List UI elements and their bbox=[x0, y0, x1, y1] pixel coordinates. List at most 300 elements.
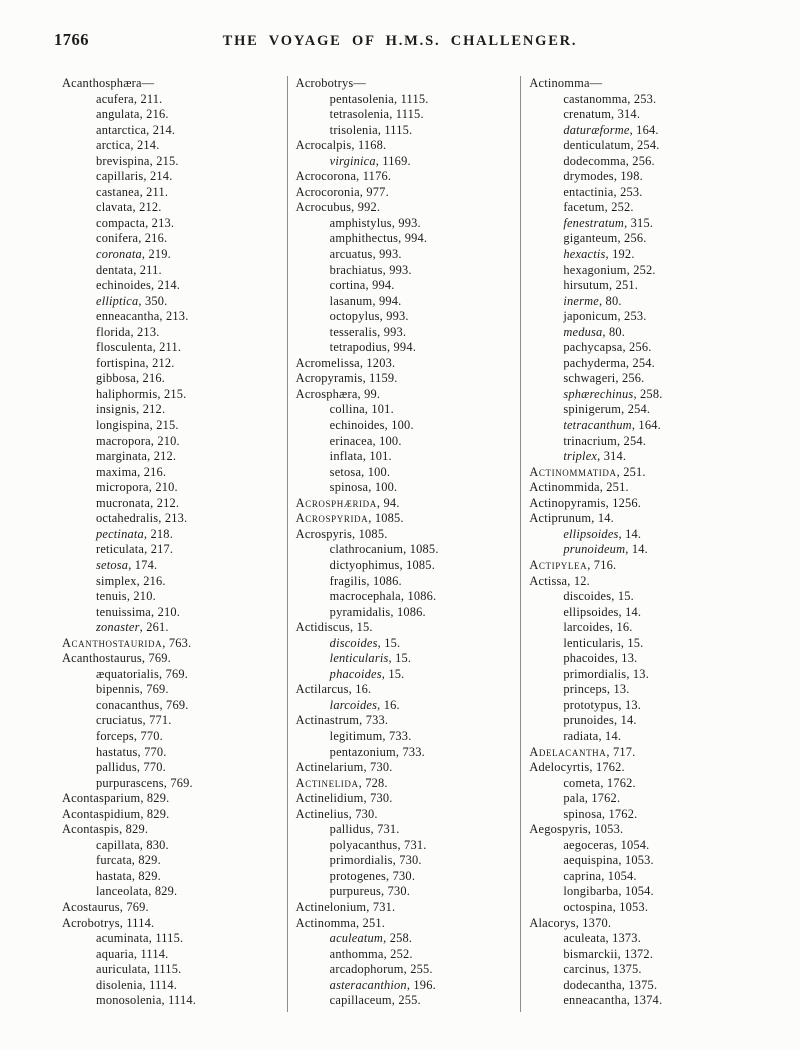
taxon-name: clathrocanium bbox=[329, 542, 404, 557]
taxon-name: prunoideum bbox=[563, 542, 626, 557]
taxon-name: virginica bbox=[329, 153, 376, 168]
index-entry bbox=[62, 978, 281, 994]
index-entry bbox=[529, 200, 748, 216]
taxon-name: fragilis bbox=[329, 573, 367, 588]
index-entry bbox=[62, 231, 281, 247]
page-ref: , 14. bbox=[614, 713, 637, 728]
taxon-name: brevispina bbox=[96, 153, 150, 168]
page-ref: , 100. bbox=[361, 464, 391, 479]
index-entry bbox=[62, 449, 281, 465]
taxon-name: Acontasparium bbox=[62, 791, 141, 806]
index-entry bbox=[529, 947, 748, 963]
index-entry bbox=[62, 667, 281, 683]
index-entry bbox=[296, 231, 515, 247]
page-ref: , 829. bbox=[148, 884, 178, 899]
taxon-name: dodecantha bbox=[563, 977, 622, 992]
page-number: 1766 bbox=[54, 30, 89, 49]
page-ref: , 254. bbox=[616, 433, 647, 448]
taxon-name: haliphormis bbox=[96, 386, 158, 401]
page-ref: , 212. bbox=[145, 355, 175, 370]
index-entry bbox=[62, 402, 281, 418]
taxon-name: tesseralis bbox=[329, 324, 378, 339]
taxon-name: hastatus bbox=[96, 744, 138, 759]
page-ref: , 769. bbox=[159, 697, 189, 712]
taxon-name: echinoides bbox=[96, 278, 151, 293]
index-entry bbox=[62, 558, 281, 574]
page-ref: , 15. bbox=[377, 635, 401, 650]
index-entry bbox=[62, 294, 281, 310]
page-ref: , 1375. bbox=[606, 962, 642, 977]
index-entry bbox=[296, 371, 515, 387]
index-entry bbox=[62, 247, 281, 263]
page-ref: , 15. bbox=[620, 635, 644, 650]
index-entry bbox=[529, 76, 748, 92]
index-entry bbox=[529, 92, 748, 108]
taxon-name: setosa bbox=[96, 557, 129, 572]
page-ref: , 763. bbox=[162, 635, 192, 650]
page-ref: , 216. bbox=[139, 107, 169, 122]
taxon-name: zonaster bbox=[96, 620, 140, 635]
page-ref: , 731. bbox=[366, 899, 396, 914]
page-ref: , 994. bbox=[372, 293, 402, 308]
page-ref: , 1176. bbox=[356, 169, 392, 184]
taxon-name: Actinopyramis bbox=[529, 495, 606, 510]
index-entry bbox=[296, 916, 515, 932]
index-entry bbox=[62, 325, 281, 341]
taxon-name: aquaria bbox=[96, 946, 134, 961]
index-entry bbox=[529, 776, 748, 792]
page-ref: , 1086. bbox=[390, 604, 426, 619]
index-entry bbox=[296, 309, 515, 325]
index-entry bbox=[529, 154, 748, 170]
index-entry bbox=[529, 185, 748, 201]
page-ref: , 314. bbox=[611, 107, 641, 122]
page-ref: , 15. bbox=[381, 666, 405, 681]
taxon-name: monosolenia bbox=[96, 993, 162, 1008]
index-entry bbox=[529, 278, 748, 294]
index-entry bbox=[296, 496, 515, 512]
page-ref: , 350. bbox=[138, 293, 168, 308]
index-entry bbox=[529, 387, 748, 403]
page-ref: , 255. bbox=[403, 962, 433, 977]
taxon-name: spinosa bbox=[329, 480, 369, 495]
page-ref: , 254. bbox=[621, 402, 651, 417]
taxon-name: radiata bbox=[563, 728, 599, 743]
taxon-name: protogenes bbox=[329, 868, 387, 883]
taxon-name: entactinia bbox=[563, 184, 614, 199]
taxon-name: Acrosphærida bbox=[295, 495, 377, 510]
taxon-name: pachyderma bbox=[563, 355, 626, 370]
index-entry bbox=[62, 138, 281, 154]
index-entry bbox=[529, 916, 748, 932]
index-entry bbox=[62, 185, 281, 201]
page-ref: , 15. bbox=[611, 589, 634, 604]
taxon-name: primordialis bbox=[563, 666, 627, 681]
taxon-name: legitimum bbox=[329, 728, 383, 743]
page-ref: , 258. bbox=[383, 931, 413, 946]
index-entry bbox=[296, 356, 515, 372]
index-entry bbox=[296, 449, 515, 465]
taxon-name: lenticularis bbox=[563, 635, 621, 650]
page-ref: , 253. bbox=[617, 309, 647, 324]
index-entry bbox=[62, 822, 281, 838]
taxon-name: bismarckii bbox=[563, 946, 618, 961]
taxon-name: Acrospyris bbox=[295, 526, 353, 541]
taxon-name: pallidus bbox=[96, 760, 137, 775]
index-entry bbox=[529, 449, 748, 465]
index-entry bbox=[296, 713, 515, 729]
index-entry bbox=[62, 791, 281, 807]
index-entry bbox=[529, 340, 748, 356]
taxon-name: conacanthus bbox=[96, 697, 160, 712]
index-entry bbox=[62, 496, 281, 512]
index-entry bbox=[529, 636, 748, 652]
page-ref: , 213. bbox=[130, 324, 160, 339]
index-entry bbox=[529, 325, 748, 341]
taxon-name: Actilarcus bbox=[295, 682, 349, 697]
taxon-name: hexagonium bbox=[563, 262, 627, 277]
index-entry bbox=[296, 418, 515, 434]
page-ref: , 1370. bbox=[575, 915, 612, 930]
index-entry bbox=[62, 589, 281, 605]
taxon-name: Actinastrum bbox=[295, 713, 360, 728]
index-entry bbox=[296, 636, 515, 652]
index-entry bbox=[529, 527, 748, 543]
page-ref: , 80. bbox=[598, 293, 622, 308]
page-ref: , 210. bbox=[150, 433, 180, 448]
index-entry bbox=[62, 605, 281, 621]
page-ref: , 16. bbox=[377, 697, 400, 712]
index-entry bbox=[62, 682, 281, 698]
page-ref: , 258. bbox=[633, 386, 663, 401]
index-entry bbox=[62, 620, 281, 636]
index-entry bbox=[296, 480, 515, 496]
index-entry bbox=[62, 511, 281, 527]
taxon-name: Actinelida bbox=[295, 775, 359, 790]
index-entry bbox=[296, 838, 515, 854]
index-entry bbox=[62, 200, 281, 216]
page-ref: , 1115. bbox=[389, 107, 424, 122]
page-ref: , 174. bbox=[128, 557, 158, 572]
taxon-name: longibarba bbox=[563, 884, 619, 899]
index-entry bbox=[62, 92, 281, 108]
index-entry bbox=[296, 527, 515, 543]
taxon-name: Actinelarium bbox=[295, 760, 364, 775]
page-ref: , 13. bbox=[618, 697, 642, 712]
taxon-name: purpurascens bbox=[96, 775, 164, 790]
taxon-name: larcoides bbox=[563, 620, 610, 635]
page-ref: , 730. bbox=[363, 760, 393, 775]
page-ref: , 771. bbox=[142, 713, 172, 728]
page-ref: , 769. bbox=[139, 682, 169, 697]
taxon-name: pectinata bbox=[96, 526, 144, 541]
taxon-name: inflata bbox=[329, 449, 363, 464]
taxon-name: florida bbox=[96, 324, 131, 339]
taxon-name: phacoides bbox=[329, 666, 382, 681]
taxon-name: Acrobotrys bbox=[62, 915, 120, 930]
page-ref: , 211. bbox=[152, 340, 182, 355]
index-entry bbox=[296, 853, 515, 869]
taxon-name: Acontaspis bbox=[62, 822, 120, 837]
page-ref: , 1762. bbox=[589, 760, 625, 775]
page-ref: , 993. bbox=[372, 247, 402, 262]
index-entry bbox=[529, 434, 748, 450]
page-ref: , 216. bbox=[138, 231, 168, 246]
taxon-name: trisolenia bbox=[329, 122, 378, 137]
taxon-name: acuminata bbox=[96, 931, 149, 946]
page-ref: , 14. bbox=[625, 542, 648, 557]
taxon-name: maxima bbox=[96, 464, 138, 479]
page-ref: , 1114. bbox=[161, 993, 197, 1008]
index-entry bbox=[296, 962, 515, 978]
index-entry bbox=[62, 916, 281, 932]
taxon-name: crenatum bbox=[563, 107, 612, 122]
page-ref: , 210. bbox=[151, 604, 181, 619]
index-entry bbox=[62, 371, 281, 387]
page-ref: , 80. bbox=[602, 324, 626, 339]
taxon-name: giganteum bbox=[563, 231, 618, 246]
taxon-name: octahedralis bbox=[96, 511, 159, 526]
taxon-name: aequispina bbox=[563, 853, 619, 868]
taxon-name: Acanthostaurida bbox=[62, 635, 163, 650]
taxon-name: medusa bbox=[563, 324, 603, 339]
index-entry bbox=[62, 76, 281, 92]
taxon-name: capillaceum bbox=[329, 993, 392, 1008]
page-ref: , 251. bbox=[609, 278, 639, 293]
taxon-name: Adelocyrtis bbox=[529, 760, 590, 775]
index-entry bbox=[529, 822, 748, 838]
page-ref: , 15. bbox=[388, 651, 412, 666]
taxon-name: Actissa bbox=[529, 573, 568, 588]
index-entry bbox=[296, 107, 515, 123]
index-entry bbox=[529, 651, 748, 667]
index-entry bbox=[296, 776, 515, 792]
page-ref: , 994. bbox=[386, 340, 417, 355]
taxon-name: tenuissima bbox=[96, 604, 151, 619]
page-ref: , 261. bbox=[139, 620, 169, 635]
index-entry bbox=[62, 107, 281, 123]
index-entry bbox=[529, 993, 748, 1009]
taxon-name: tetrapodius bbox=[329, 340, 387, 355]
taxon-name: reticulata bbox=[96, 542, 145, 557]
taxon-name: Acrocalpis bbox=[295, 138, 352, 153]
index-entry bbox=[529, 978, 748, 994]
index-entry bbox=[62, 154, 281, 170]
page-ref: , 213. bbox=[159, 309, 189, 324]
page-ref: , 196. bbox=[406, 977, 436, 992]
taxon-name: Adelacantha bbox=[529, 744, 607, 759]
page-ref: , 770. bbox=[136, 760, 166, 775]
taxon-name: larcoides bbox=[329, 697, 378, 712]
index-entry bbox=[296, 92, 515, 108]
index-entry bbox=[62, 123, 281, 139]
taxon-name: angulata bbox=[96, 107, 140, 122]
page-ref: , 14. bbox=[618, 604, 642, 619]
index-entry bbox=[62, 340, 281, 356]
index-entry bbox=[296, 216, 515, 232]
page-ref: , 717. bbox=[606, 744, 636, 759]
page-ref: , 1115. bbox=[394, 91, 429, 106]
page-ref: , 12. bbox=[567, 573, 590, 588]
page-ref: , 829. bbox=[119, 822, 149, 837]
page-ref: , 1053. bbox=[612, 899, 649, 914]
taxon-name: caprina bbox=[563, 868, 602, 883]
taxon-name: asteracanthion bbox=[329, 977, 407, 992]
index-entry bbox=[62, 418, 281, 434]
index-entry bbox=[62, 309, 281, 325]
taxon-name: insignis bbox=[96, 402, 137, 417]
taxon-name: conifera bbox=[96, 231, 139, 246]
index-entry bbox=[529, 247, 748, 263]
index-entry bbox=[296, 760, 515, 776]
index-entry bbox=[296, 434, 515, 450]
taxon-name: carcinus bbox=[563, 962, 607, 977]
index-column-3 bbox=[520, 76, 754, 1012]
index-entry bbox=[529, 496, 748, 512]
index-entry bbox=[529, 869, 748, 885]
page-ref: , 1256. bbox=[605, 495, 642, 510]
page-ref: , 16. bbox=[348, 682, 372, 697]
taxon-name: forceps bbox=[96, 728, 134, 743]
index-entry bbox=[62, 434, 281, 450]
index-entry bbox=[62, 838, 281, 854]
page-ref: , 216. bbox=[136, 573, 166, 588]
page-ref: , 1374. bbox=[626, 993, 663, 1008]
taxon-name: cometa bbox=[563, 775, 601, 790]
page-ref: , 829. bbox=[140, 806, 170, 821]
page-ref: , 253. bbox=[627, 91, 657, 106]
page-ref: , 99. bbox=[357, 386, 381, 401]
taxon-name: longispina bbox=[96, 418, 150, 433]
page-ref: , 1762. bbox=[601, 806, 638, 821]
taxon-name: ellipsoides bbox=[563, 526, 619, 541]
page-ref: , 1159. bbox=[362, 371, 398, 386]
taxon-name: octopylus bbox=[329, 309, 380, 324]
page-ref: , 829. bbox=[131, 853, 161, 868]
page-ref: , 1054. bbox=[601, 868, 637, 883]
page-ref: , 13. bbox=[606, 682, 630, 697]
page-ref: , 219. bbox=[141, 247, 171, 262]
taxon-name: arctica bbox=[96, 138, 131, 153]
index-entry bbox=[296, 169, 515, 185]
taxon-name: phacoides bbox=[563, 651, 615, 666]
index-entry bbox=[296, 123, 515, 139]
page-ref: , 993. bbox=[391, 215, 421, 230]
taxon-name: compacta bbox=[96, 215, 146, 230]
page-ref: , 733. bbox=[395, 744, 425, 759]
page-ref: , 1085. bbox=[368, 511, 404, 526]
page-ref: , 769. bbox=[119, 899, 149, 914]
taxon-name: Actinommida bbox=[529, 480, 600, 495]
page-ref: , 14. bbox=[591, 511, 614, 526]
index-entry bbox=[62, 542, 281, 558]
index-entry bbox=[529, 667, 748, 683]
taxon-name: dictyophimus bbox=[329, 557, 400, 572]
page-ref: , 1085. bbox=[399, 557, 436, 572]
page-ref: , 769. bbox=[163, 775, 193, 790]
page-ref: , 211. bbox=[139, 184, 169, 199]
index-entry bbox=[62, 698, 281, 714]
taxon-name: marginata bbox=[96, 449, 148, 464]
page-ref: , 215. bbox=[149, 153, 179, 168]
taxon-name: cruciatus bbox=[96, 713, 143, 728]
taxon-name: Acrocorona bbox=[295, 169, 357, 184]
page-ref: , 252. bbox=[383, 946, 413, 961]
page-ref: , 730. bbox=[348, 806, 378, 821]
index-entry bbox=[529, 356, 748, 372]
page-ref: , 256. bbox=[615, 371, 645, 386]
index-entry bbox=[62, 729, 281, 745]
page-ref: , 993. bbox=[377, 324, 407, 339]
taxon-name: antarctica bbox=[96, 122, 147, 137]
page-ref: , 1054. bbox=[613, 837, 650, 852]
taxon-name: spinigerum bbox=[563, 402, 622, 417]
taxon-name: aegoceras bbox=[563, 837, 614, 852]
index-entry bbox=[296, 558, 515, 574]
page-ref: , 216. bbox=[137, 464, 167, 479]
index-entry bbox=[529, 574, 748, 590]
taxon-name: octospina bbox=[563, 899, 613, 914]
page-ref: , 1373. bbox=[605, 931, 642, 946]
taxon-name: Acontaspidium bbox=[62, 806, 141, 821]
page-ref: , 252. bbox=[604, 200, 634, 215]
page-ref: , 993. bbox=[379, 309, 409, 324]
taxon-name: purpureus bbox=[329, 884, 382, 899]
page-ref: , 212. bbox=[132, 200, 162, 215]
index-entry bbox=[296, 667, 515, 683]
page-ref: , 730. bbox=[363, 791, 393, 806]
index-entry bbox=[529, 962, 748, 978]
index-entry bbox=[296, 76, 515, 92]
index-entry bbox=[529, 511, 748, 527]
index-entry bbox=[529, 745, 748, 761]
taxon-name: Actinomma— bbox=[529, 76, 603, 90]
page-ref: , 733. bbox=[382, 728, 412, 743]
taxon-name: tetracanthum bbox=[563, 418, 632, 433]
taxon-name: princeps bbox=[563, 682, 607, 697]
page-ref: , 214. bbox=[143, 169, 173, 184]
index-entry bbox=[296, 620, 515, 636]
taxon-name: pachycapsa bbox=[563, 340, 623, 355]
taxon-name: auriculata bbox=[96, 962, 147, 977]
index-entry bbox=[296, 729, 515, 745]
page-ref: , 13. bbox=[614, 651, 638, 666]
page-ref: , 100. bbox=[368, 480, 398, 495]
taxon-name: castanomma bbox=[563, 91, 628, 106]
taxon-name: pallidus bbox=[329, 822, 371, 837]
page-ref: , 217. bbox=[144, 542, 174, 557]
index-entry bbox=[296, 278, 515, 294]
index-columns bbox=[62, 76, 754, 1012]
page-ref: , 1762. bbox=[600, 775, 636, 790]
taxon-name: Acanthosphæra— bbox=[62, 76, 155, 90]
page-ref: , 16. bbox=[609, 620, 633, 635]
page-ref: , 216. bbox=[135, 371, 166, 386]
index-entry bbox=[296, 791, 515, 807]
index-entry bbox=[529, 309, 748, 325]
page-ref: , 100. bbox=[372, 433, 402, 448]
taxon-name: Acrocoronia bbox=[295, 184, 360, 199]
page-ref: , 769. bbox=[158, 666, 189, 681]
page-ref: , 256. bbox=[625, 153, 655, 168]
taxon-name: capillata bbox=[96, 837, 140, 852]
index-entry bbox=[62, 869, 281, 885]
taxon-name: pyramidalis bbox=[329, 604, 391, 619]
page-ref: , 733. bbox=[359, 713, 389, 728]
taxon-name: collina bbox=[329, 402, 365, 417]
page-ref: , 1086. bbox=[400, 589, 437, 604]
page-ref: , 994. bbox=[365, 278, 395, 293]
